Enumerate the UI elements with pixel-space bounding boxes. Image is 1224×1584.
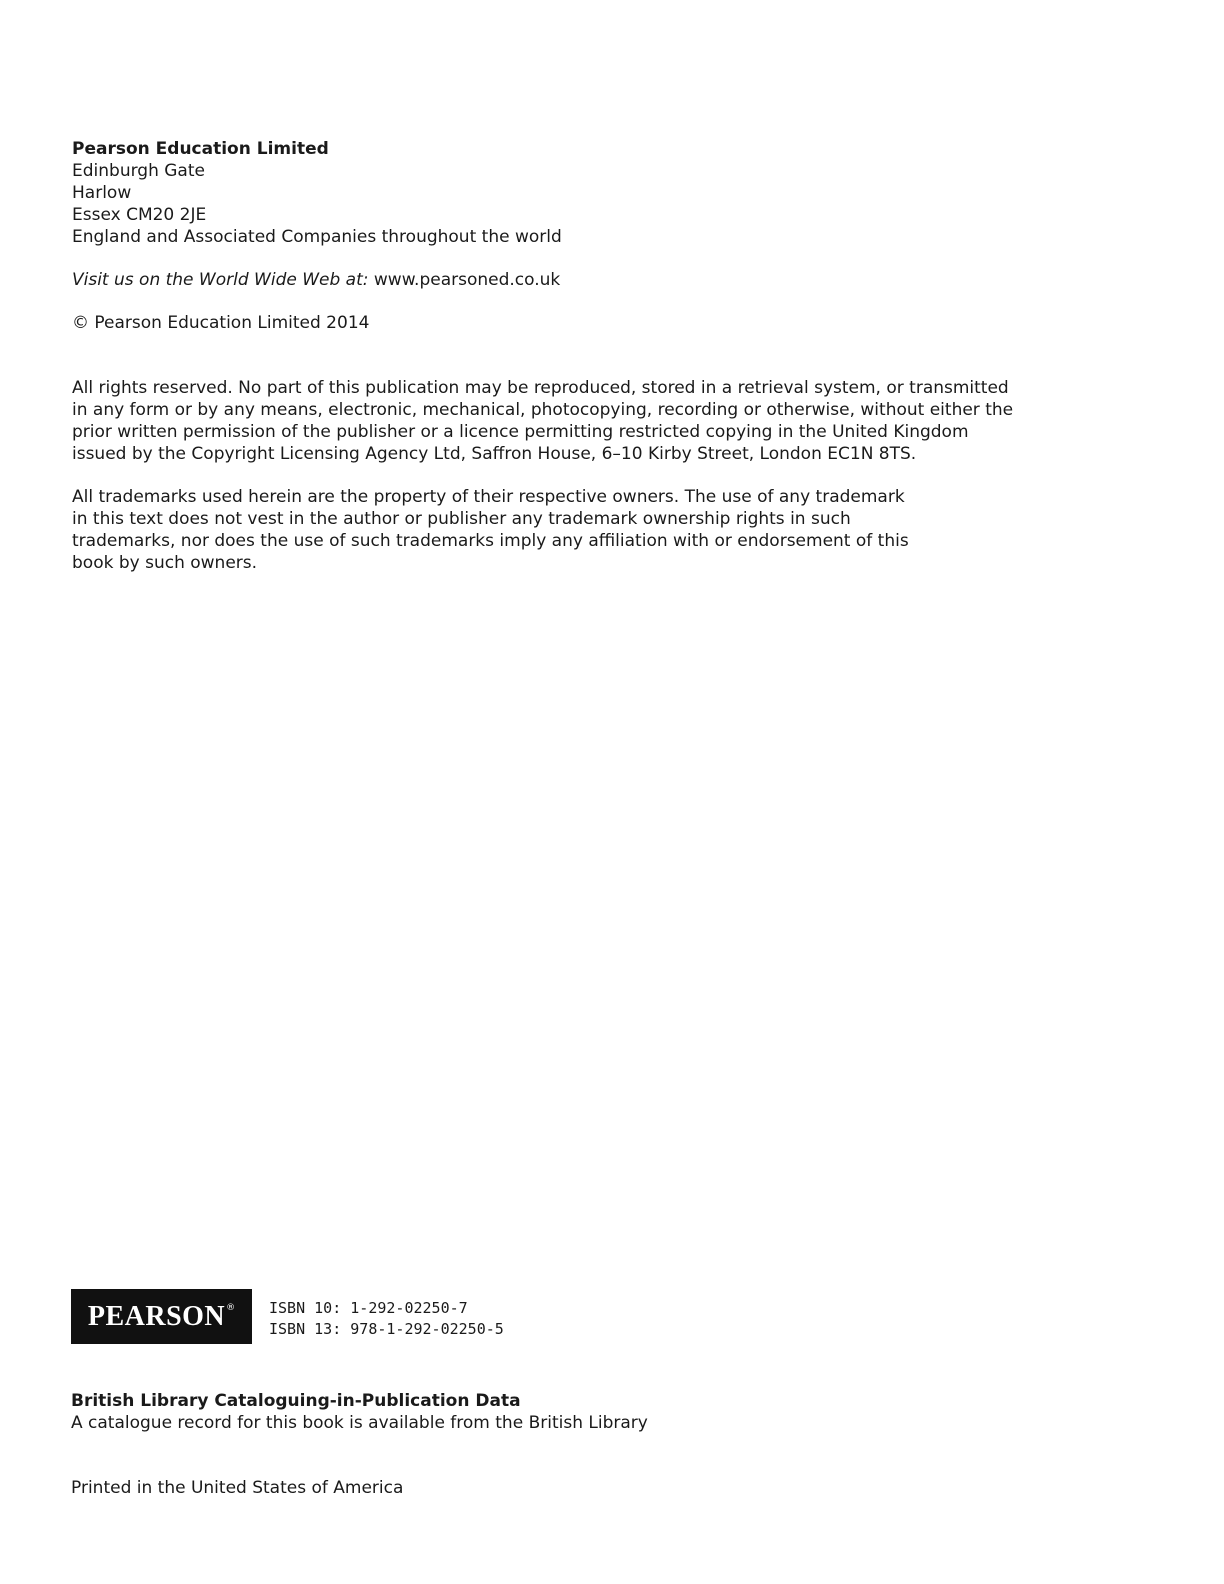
logo-wordmark: PEARSON [87,1300,226,1332]
address-line: Essex CM20 2JE [72,205,207,225]
british-library-text: A catalogue record for this book is available from the British Library [71,1413,648,1433]
registered-mark: ® [226,1302,236,1313]
web-line [72,269,560,291]
rights-line: All rights reserved. No part of this publication may be reproduced, stored in a retrieval system, or transmitted [72,378,1009,398]
trademark-line: book by such owners. [72,553,258,573]
isbn-13: ISBN 13: 978-1-292-02250-5 [269,1320,504,1338]
trademark-line: All trademarks used herein are the property of their respective owners. The use of any trademark [72,487,905,507]
publisher-address [72,138,562,248]
isbn-block [269,1298,504,1340]
british-library-data [71,1390,648,1434]
trademarks-paragraph [72,486,909,574]
isbn-10: ISBN 10: 1-292-02250-7 [269,1299,468,1317]
rights-line: prior written permission of the publisher or a licence permitting restricted copying in the United Kingdom [72,422,969,442]
rights-paragraph [72,377,1013,465]
address-line: England and Associated Companies throughout the world [72,227,562,247]
address-line: Edinburgh Gate [72,161,205,181]
rights-line: in any form or by any means, electronic, mechanical, photocopying, recording or otherwise, without either the [72,400,1014,420]
printed-in: Printed in the United States of America [71,1478,404,1498]
british-library-heading: British Library Cataloguing-in-Publication Data [71,1391,521,1411]
copyright-notice: © Pearson Education Limited 2014 [72,313,370,333]
trademark-line: trademarks, nor does the use of such trademarks imply any affiliation with or endorsement of this [72,531,909,551]
web-label: Visit us on the World Wide Web at: [72,270,369,290]
rights-line: issued by the Copyright Licensing Agency Ltd, Saffron House, 6–10 Kirby Street, London EC1N 8TS. [72,444,917,464]
trademark-line: in this text does not vest in the author or publisher any trademark ownership rights in such [72,509,851,529]
address-line: Harlow [72,183,132,203]
web-url[interactable]: www.pearsoned.co.uk [373,270,561,290]
publisher-name: Pearson Education Limited [72,139,329,159]
pearson-logo [71,1289,252,1344]
